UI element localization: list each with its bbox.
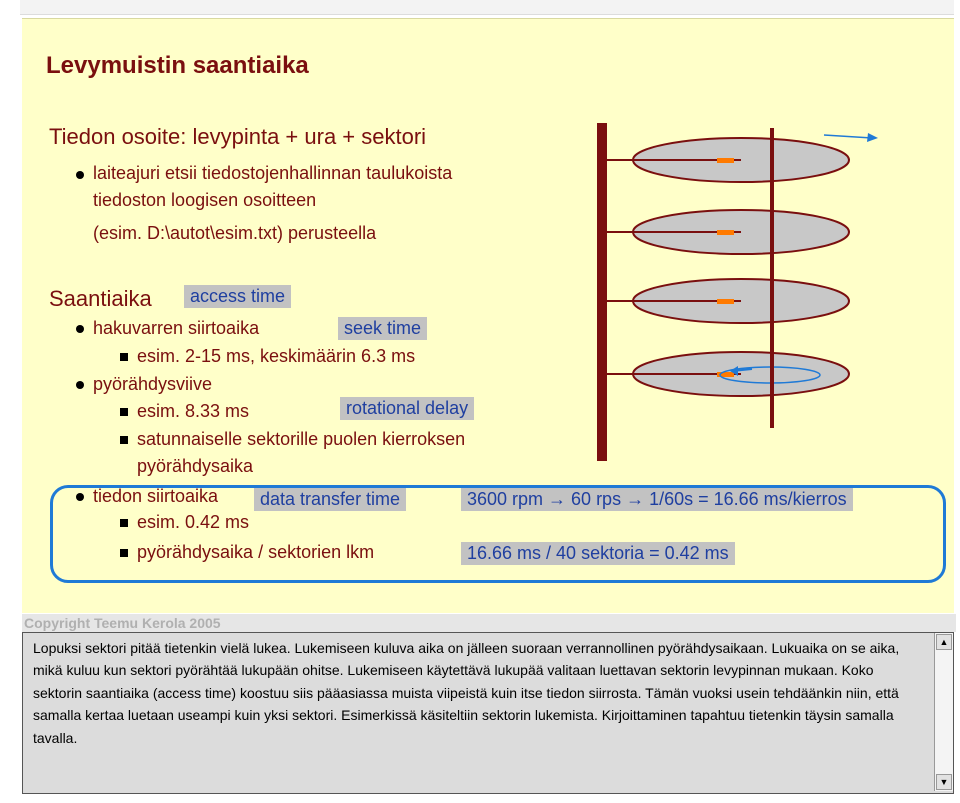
rotation-detail: esim. 8.33 ms [137, 401, 250, 421]
speaker-notes-pane[interactable] [22, 632, 954, 794]
calc-sectors: 16.66 ms / 40 sektoria = 0.42 ms [461, 542, 735, 565]
scroll-up-icon[interactable]: ▲ [936, 634, 952, 650]
sub-bullet [120, 436, 128, 444]
bullet-transfer: tiedon siirtoaika [93, 486, 219, 506]
slide-title: Levymuistin saantiaika [46, 52, 309, 79]
calc-rpm: 3600 rpm → 60 rps → 1/60s = 16.66 ms/kierros [461, 488, 853, 511]
seek-detail: esim. 2-15 ms, keskimäärin 6.3 ms [137, 346, 416, 366]
rotation-detail: satunnaiselle sektorille puolen kierroksen [137, 429, 466, 449]
heading-address: Tiedon osoite: levypinta + ura + sektori [49, 124, 427, 149]
bullet-text: (esim. D:\autot\esim.txt) perusteella [93, 223, 377, 243]
tag-rotational-delay: rotational delay [340, 397, 474, 420]
tag-seek-time: seek time [338, 317, 427, 340]
bullet-dot [76, 325, 84, 333]
bullet-rotation: pyörähdysviive [93, 374, 213, 394]
transfer-detail: pyörähdysaika / sektorien lkm [137, 542, 375, 562]
tag-data-transfer-time: data transfer time [254, 488, 406, 511]
sub-bullet [120, 549, 128, 557]
disk-platter [607, 210, 849, 254]
heading-access: Saantiaika [49, 286, 152, 311]
rotation-detail: pyörähdysaika [137, 456, 254, 476]
bullet-dot [76, 171, 84, 179]
actuator-arm-shaft [597, 123, 607, 461]
spindle [770, 128, 774, 428]
speaker-notes-text[interactable]: Lopuksi sektori pitää tietenkin vielä lukea. Lukemiseen kuluva aika on jälleen suoraan verrannollinen pyörähdysaikaan. Lukuaika on se aika, mikä kuluu kun sektori pyörähtää lukupään ohitse. Lukemiseen käytettävä lukupää valitaan luettavan sektorin levypinnan mukaan. Koko sektorin saantiaika (access time) koostuu siis pääasiassa muista viipeistä kuin itse tiedon siirrosta. Tämän vuoksi usein tehdäänkin niin, että samalla kertaa luetaan useampi kuin yksi sektori. Esimerkissä käsiteltiin sektorin lukemista. Kirjoittaminen tapahtuu tietenkin täysin samalla tavalla. [33, 640, 900, 746]
disk-platter [607, 138, 849, 182]
spin-arrow [824, 135, 872, 138]
bullet-text: tiedoston loogisen osoitteen [93, 190, 317, 210]
tag-access-time: access time [184, 285, 291, 308]
disk-platter [607, 352, 849, 396]
bullet-dot [76, 381, 84, 389]
bullet-seek: hakuvarren siirtoaika [93, 318, 260, 338]
sub-bullet [120, 519, 128, 527]
sub-bullet [120, 353, 128, 361]
bullet-dot [76, 493, 84, 501]
disk-platter [607, 279, 849, 323]
bullet-text: laiteajuri etsii tiedostojenhallinnan taulukoista [93, 163, 453, 183]
sub-bullet [120, 408, 128, 416]
copyright-label: Copyright Teemu Kerola 2005 [22, 614, 956, 632]
transfer-detail: esim. 0.42 ms [137, 512, 250, 532]
notes-scrollbar[interactable] [934, 633, 953, 791]
scroll-down-icon[interactable]: ▼ [936, 774, 952, 790]
